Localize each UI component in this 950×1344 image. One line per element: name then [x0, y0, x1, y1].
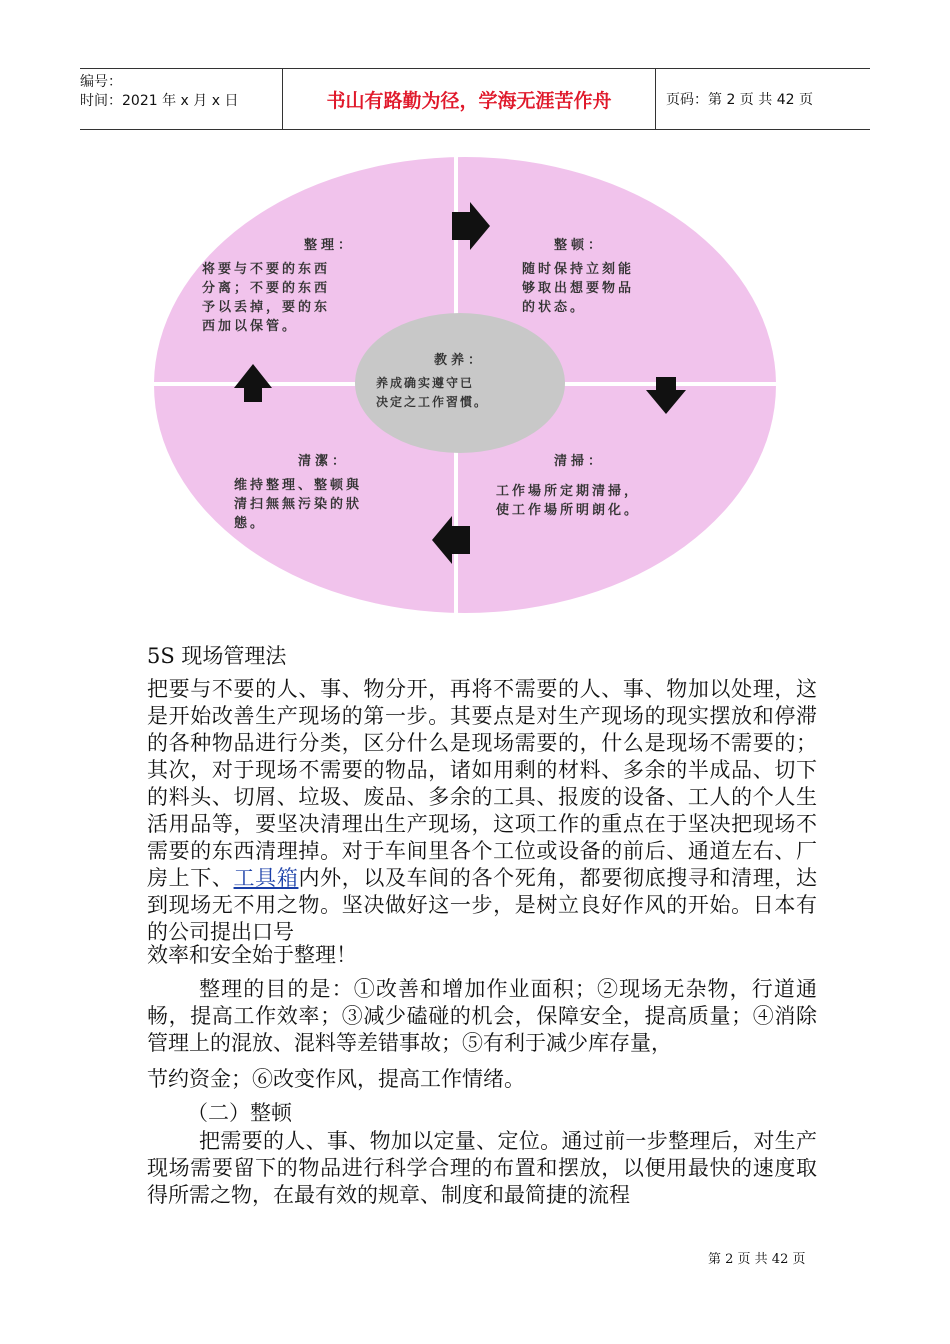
5s-diagram: [152, 152, 790, 618]
bl-title: 清潔：: [298, 454, 350, 469]
bl-text: 维持整理、整顿與 清扫無無污染的狀 態。: [234, 478, 363, 531]
br-text: 工作場所定期清掃， 使工作場所明朗化。: [496, 484, 641, 518]
tr-title: 整顿：: [554, 238, 606, 253]
paragraph-purpose-end: 节约资金；⑥改变作风，提高工作情绪。: [147, 1067, 525, 1091]
header-motto: 书山有路勤为径，学海无涯苦作舟: [282, 69, 656, 129]
tl-text: 将要与不要的东西 分离；不要的东西 予以丢掉，要的东 西加以保管。: [202, 262, 331, 334]
page-footer: 第 2 页 共 42 页: [708, 1252, 806, 1267]
toolbox-link[interactable]: 工具箱: [233, 866, 299, 890]
paragraph-purpose: 整理的目的是：①改善和增加作业面积；②现场无杂物，行道通畅，提高工作效率；③减少磕碰的机会，保障安全，提高质量；④消除管理上的混放、混料等差错事故；⑤有利于减少库存量，: [147, 977, 817, 1055]
time-label: 时间：2021 年 x 月 x 日: [80, 93, 239, 109]
page-header: [80, 68, 870, 130]
header-page-label: 页码：第 2 页 共 42 页: [666, 92, 813, 108]
center-text: 养成确实遵守已 决定之工作習慣。: [376, 376, 489, 409]
br-title: 清掃：: [554, 454, 606, 469]
section-title: 5S 现场管理法: [147, 644, 287, 668]
tl-title: 整理：: [304, 238, 356, 253]
tr-text: 随时保持立刻能 够取出想要物品 的状态。: [522, 262, 635, 315]
subsection-title: （二）整顿: [187, 1101, 292, 1125]
paragraph-1: 把要与不要的人、事、物分开，再将不需要的人、事、物加以处理，这是开始改善生产现场的第一步。其要点是对生产现场的现实摆放和停滞的各种物品进行分类，区分什么是现场需要的，什么是现场不需要的；其次，对于现场不需要的物品，诸如用剩的材料、多余的半成品、切下的料头、切屑、垃圾、废品、多余的工具、报废的设备、工人的个人生活用品等，要坚决清理出生产现场，这项工作的重点在于坚决把现场不需要的东西清理掉。对于车间里各个工位或设备的前后、通道左右、厂房上下、工具箱内外，以及车间的各个死角，都要彻底搜寻和清理，达到现场无不用之物。坚决做好这一步，是树立良好作风的开始。日本有的公司提出口号: [147, 677, 818, 944]
number-label: 编号：: [80, 74, 122, 90]
header-meta: [80, 69, 282, 133]
paragraph-seiton: 把需要的人、事、物加以定量、定位。通过前一步整理后，对生产现场需要留下的物品进行科学合理的布置和摆放，以便用最快的速度取得所需之物，在最有效的规章、制度和最简捷的流程: [147, 1129, 817, 1207]
center-title: 教养：: [434, 353, 486, 368]
paragraph-slogan: 效率和安全始于整理！: [147, 943, 357, 967]
